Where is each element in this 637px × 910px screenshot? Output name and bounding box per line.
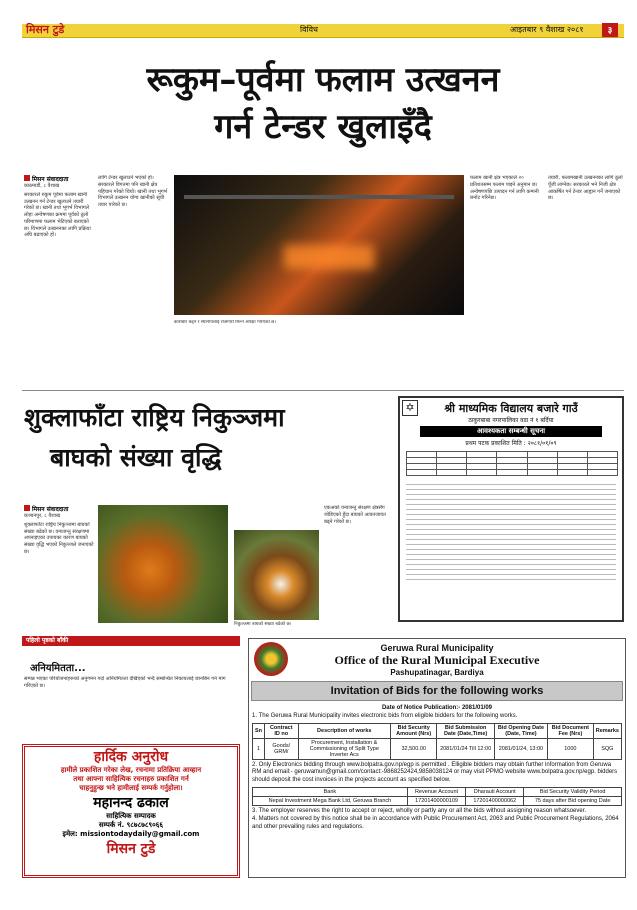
school-notice <box>398 396 624 622</box>
ad-phone: सम्पर्क नं. ९८७८७८९०६६ <box>98 821 164 829</box>
continued-band: पहिलो पृष्ठको बाँकी <box>22 636 240 646</box>
notice-school-name: श्री माध्यमिक विद्यालय बजारे गाउँ <box>444 402 578 415</box>
side-story-text: सम्पन्न भएका परियोजनाहरूको अनुगमन गर्दा अनियमितता देखिएको भन्दै सम्बन्धित निकायलाई छानबिन गर्न माग गरिएको छ। <box>24 676 226 689</box>
story2-dateline: कञ्चनपुर, ८ वैशाख <box>24 513 61 519</box>
bank-cell: 17201400000109 <box>407 796 465 805</box>
story1-column-2: लागि टेन्डर खुलाउने भएको हो। सरकारले विगतमा पनि खानी क्षेत्र पहिचान गरेको थियो। खानी तथा भूगर्भ विभागले उत्खनन योग्य खानीको सूची तयार पारेको छ। <box>98 175 168 208</box>
ad-line-1: हामीले प्रकाशित गरेका लेख, रचनामा प्रतिक्रिया आव्हान <box>60 766 202 774</box>
bid-office: Office of the Rural Municipal Executive <box>334 653 540 667</box>
bank-th: Bid Security Validity Period <box>524 787 622 796</box>
newspaper-logo: मिसन टुडे <box>26 23 65 36</box>
tiger-photo-1 <box>98 505 228 623</box>
ad-title: हार्दिक अनुरोध <box>93 749 169 765</box>
bid-th-submission: Bid Submission Date (Date,Time) <box>437 723 494 738</box>
bid-th-security: Bid Security Amount (Nrs) <box>391 723 437 738</box>
notice-body-text <box>406 480 616 580</box>
bid-th-fee: Bid Document Fee (Nrs) <box>548 723 594 738</box>
bid-para-2: 2. Only Electronics bidding through www.bolpatra.gov.np/egp is permitted . Elligible bidders may obtain further information from Geruwa RM and email:- geruwamun@gmail.com/contact:-9868252424,9858038124 or may visit PPMO website www.bolpatra.gov.np/egp. bidders should deposit the cost invoices in the projects account as specified below. <box>252 761 618 784</box>
bid-th-contract: Contract ID no <box>265 723 298 738</box>
ad-line-2: तथा आफ्ना साहित्यिक रचनाहरु प्रकाशित गर्न <box>73 775 189 783</box>
story2-caption: निकुञ्जमा बाघको संख्या बढेको छ। <box>234 622 292 627</box>
story2-byline: मिसन संवाददाता <box>24 505 94 513</box>
story1-dateline: काठमाडौं, ८ वैशाख <box>24 183 60 189</box>
appeal-ad <box>22 744 240 878</box>
story1-column-5: फलाम खानी क्षेत्र भएकाले २० प्रतिशतसम्म फलाम पाइने अनुमान छ। अन्वेषणपछि उत्पादन गर्न लागि कम्पनी छनोट गरिनेछ। <box>470 175 539 202</box>
ad-logo: मिसन टुडे <box>106 841 156 857</box>
section-name: विविध <box>300 25 318 34</box>
story1-photo-caption: कारोबार बढ्ने र स्थानीयलाई रोजगारी मिल्ने अपेक्षा गरिएको छ। <box>174 320 277 325</box>
notice-title: आवश्यकता सम्बन्धी सूचना <box>420 426 602 437</box>
bank-table <box>252 787 622 806</box>
bid-th-sn: Sn <box>253 723 265 738</box>
ad-editor-role: साहित्यिक सम्पादक <box>106 812 156 820</box>
notice-publication-date: प्रथम पटक प्रकाशित मिति : २०८१/०१/०९ <box>465 440 557 447</box>
bid-th-remarks: Remarks <box>593 723 621 738</box>
ad-line-3: चाहनुहुन्छ भने हामीलाई सम्पर्क गर्नुहोला। <box>79 784 183 792</box>
story2-column-1: शुक्लाफाँटा राष्ट्रिय निकुञ्जमा बाघको संख्या बढेको छ। वन्यजन्तु संरक्षणमा अपनाइएका उपायका कारण बाघको संख्या वृद्धि भएको निकुञ्जले जनाएको छ। <box>24 521 94 555</box>
bid-table <box>252 723 622 760</box>
table-row <box>253 738 622 759</box>
tiger-photo-2 <box>234 530 319 620</box>
bank-th: Dharauti Account <box>466 787 524 796</box>
page-number: ३ <box>602 23 618 37</box>
bank-cell: 17201400000062 <box>466 796 524 805</box>
bid-org: Geruwa Rural Municipality <box>380 643 494 653</box>
notice-table <box>406 451 618 476</box>
furnace-photo <box>174 175 464 315</box>
table-row <box>253 796 622 805</box>
bid-para-1: 1. The Geruwa Rural Municipality invites electronic bids from eligible bidders for the following works. <box>252 712 518 719</box>
story1-byline: मिसन संवाददाता <box>24 175 94 183</box>
bid-place: Pashupatinagar, Bardiya <box>390 668 484 677</box>
story1-headline-line2: गर्न टेन्डर खुलाइँदै <box>214 107 432 147</box>
bid-cell: SQG <box>593 738 621 759</box>
side-story-head: अनियमितता... <box>30 663 86 674</box>
bid-banner: Invitation of Bids for the following works <box>251 681 623 701</box>
bid-para-4: 4. Matters not covered by this notice shall be in accordance with Public Procurement Act, 2063 and Public Procurement Regulations, 2064 and other prevailing rules and regulations. <box>252 815 619 830</box>
bid-cell: 2081/01/24, 13:00 <box>494 738 547 759</box>
bank-cell: 75 days after Bid opening Date <box>524 796 622 805</box>
divider <box>22 390 624 391</box>
issue-date: आइतबार ९ वैशाख २०८१ <box>510 25 584 34</box>
story1-column-1: सरकारले रुकुम पूर्वमा फलाम खानी उत्खनन गर्न टेन्डर खुलाउने तयारी गरेको छ। खानी तथा भूगर्भ विभागले लोहा अन्वेषणका क्रममा पूर्वको ठूलो परिमाणमा फलाम भेटिएको बताएको छ। विभागले उत्खननका लागि प्रक्रिया अघि बढाएको हो। <box>24 191 91 239</box>
bank-cell: Nepal Investment Mega Bank Ltd, Geruwa Branch <box>253 796 408 805</box>
bid-cell: 1 <box>253 738 265 759</box>
bid-para-3: 3. The employer reserves the right to accept or reject, wholly or partly any or all the bids without assigning reason whatsoever. <box>252 807 587 814</box>
bid-cell: 32,500.00 <box>391 738 437 759</box>
bid-notice-date: Date of Notice Publication:- 2081/01/09 <box>381 705 493 711</box>
bid-cell: Procurement, Installation & Commissioning of Split Type Inverter Acs <box>298 738 390 759</box>
bid-th-opening: Bid Opening Date (Date, Time) <box>494 723 547 738</box>
ad-editor-name: महानन्द ढकाल <box>93 795 169 811</box>
story2-headline-line2: बाघको संख्या वृद्धि <box>50 443 222 472</box>
bank-th: Bank <box>253 787 408 796</box>
bid-cell: 2081/01/24 Till 12:00 <box>437 738 494 759</box>
story2-column-3: एकअर्को वन्यजन्तु संरक्षण क्षेत्रसँग जोडिएको हुँदा बाघको आवतजावत बढ्ने गरेको छ। <box>324 505 386 525</box>
notice-address: ठाकुरबाबा नगरपालिका वडा नं १ बर्दिया <box>468 417 554 424</box>
bid-notice <box>248 638 626 878</box>
story2-column-2 <box>234 505 319 530</box>
story1-column-6: तयारी, फलामखानी उत्खननका लागि ठूलो पूँजी लाग्नेछ। सरकारले भने निजी क्षेत्र आकर्षित गर्न टेन्डर आह्वान गर्ने जनाएको छ। <box>548 175 623 202</box>
ad-email: इमेल: missiontodaydaily@gmail.com <box>62 830 200 838</box>
story1-headline-line1: रूकुम–पूर्वमा फलाम उत्खनन <box>146 60 500 100</box>
bid-cell: Goods/ GRM/ <box>265 738 298 759</box>
bank-th: Revenue Account <box>407 787 465 796</box>
bid-cell: 1000 <box>548 738 594 759</box>
bid-th-description: Description of works <box>298 723 390 738</box>
municipality-emblem-icon <box>254 642 288 676</box>
story2-headline-line1: शुक्लाफाँटा राष्ट्रिय निकुञ्जमा <box>24 403 285 432</box>
star-emblem-icon: ✡ <box>402 400 418 416</box>
